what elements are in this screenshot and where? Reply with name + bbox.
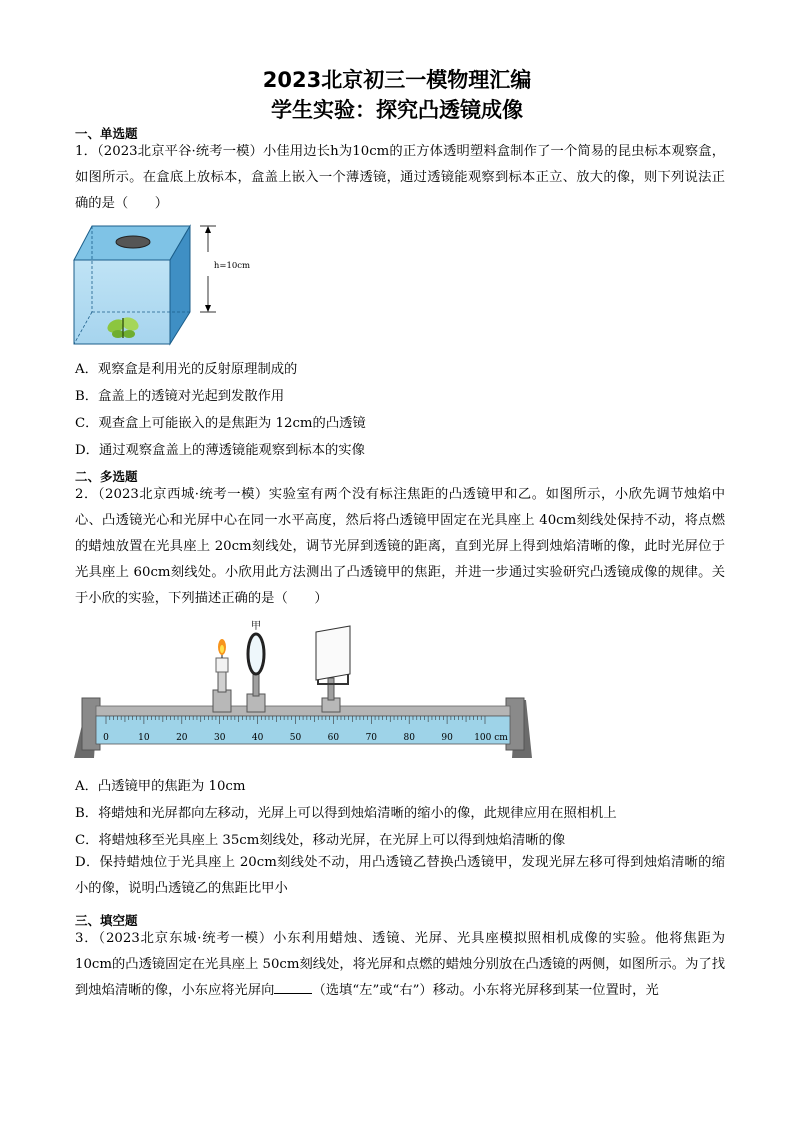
lens-label: 甲 [251,621,261,632]
q2-option-c: C．将蜡烛移至光具座上 35cm刻线处，移动光屏，在光屏上可以得到烛焰清晰的像 [75,833,566,848]
scale-label: 0 [103,733,109,743]
q2-option-a: A．凸透镜甲的焦距为 10cm [75,779,246,794]
scale-label: 80 [403,733,415,743]
q1-option-b: B．盒盖上的透镜对光起到发散作用 [75,389,285,404]
q2-optical-bench-figure [72,618,534,766]
q2-option-b: B．将蜡烛和光屏都向左移动，光屏上可以得到烛焰清晰的缩小的像，此规律应用在照相机上 [75,806,617,821]
doc-subtitle: 学生实验：探究凸透镜成像 [271,98,523,122]
scale-label: 70 [365,733,378,743]
scale-label: 40 [251,733,264,743]
scale-label: 100 cm [474,733,508,743]
section-multi-choice: 二、多选题 [75,469,138,484]
scale-label: 60 [327,733,340,743]
q1-option-a: A．观察盒是利用光的反射原理制成的 [75,362,298,377]
q3-stem-part-2: （选填“左”或“右”）移动。小东将光屏移到某一位置时，光 [312,983,659,998]
section-fill-in: 三、填空题 [75,913,138,928]
q1-option-c: C．观查盒上可能嵌入的是焦距为 12cm的凸透镜 [75,416,366,431]
scale-label: 90 [441,733,453,743]
scale-label: 10 [138,733,150,743]
section-single-choice: 一、单选题 [75,126,138,141]
scale-label: 30 [213,733,226,743]
q3-stem-part-1: 3．（2023北京东城·统考一模）小东利用蜡烛、透镜、光屏、光具座模拟照相机成像的实验。他将焦距为 10cm的凸透镜固定在光具座上 50cm刻线处，将光屏和点燃的蜡烛分别放在凸透镜的两侧，如图所示。为了找到烛焰清晰的像，小东应将光屏向 [75,931,725,998]
q2-option-d: D．保持蜡烛位于光具座上 20cm刻线处不动，用凸透镜乙替换凸透镜甲，发现光屏左移可得到烛焰清晰的缩小的像，说明凸透镜乙的焦距比甲小 [75,855,725,896]
q3-stem [75,926,725,1004]
cube-height-label: h=10cm [213,261,251,271]
doc-title: 2023北京初三一模物理汇编 [262,68,532,92]
scale-label: 50 [289,733,302,743]
q3-answer-blank[interactable] [274,981,312,994]
q2-stem: 2．（2023北京西城·统考一模）实验室有两个没有标注焦距的凸透镜甲和乙。如图所示，小欣先调节烛焰中心、凸透镜光心和光屏中心在同一水平高度，然后将凸透镜甲固定在光具座上 40cm刻线处保持不动，将点燃的蜡烛放置在光具座上 20cm刻线处，调节光屏到透镜的距离，直到光屏上得到烛焰清晰的像，此时光屏位于光具座上 60cm刻线处。小欣用此方法测出了凸透镜甲的焦距，并进一步通过实验研究凸透镜成像的规律。关于小欣的实验，下列描述正确的是（ ） [75,487,725,606]
q1-stem: 1．（2023北京平谷·统考一模）小佳用边长h为10cm的正方体透明塑料盒制作了一个简易的昆虫标本观察盒，如图所示。在盒底上放标本，盒盖上嵌入一个薄透镜，通过透镜能观察到标本正立、放大的像，则下列说法正确的是（ ） [75,144,725,211]
scale-label: 20 [176,733,188,743]
q1-cube-figure [72,224,252,346]
q1-option-d: D．通过观察盒盖上的薄透镜能观察到标本的实像 [75,443,365,458]
